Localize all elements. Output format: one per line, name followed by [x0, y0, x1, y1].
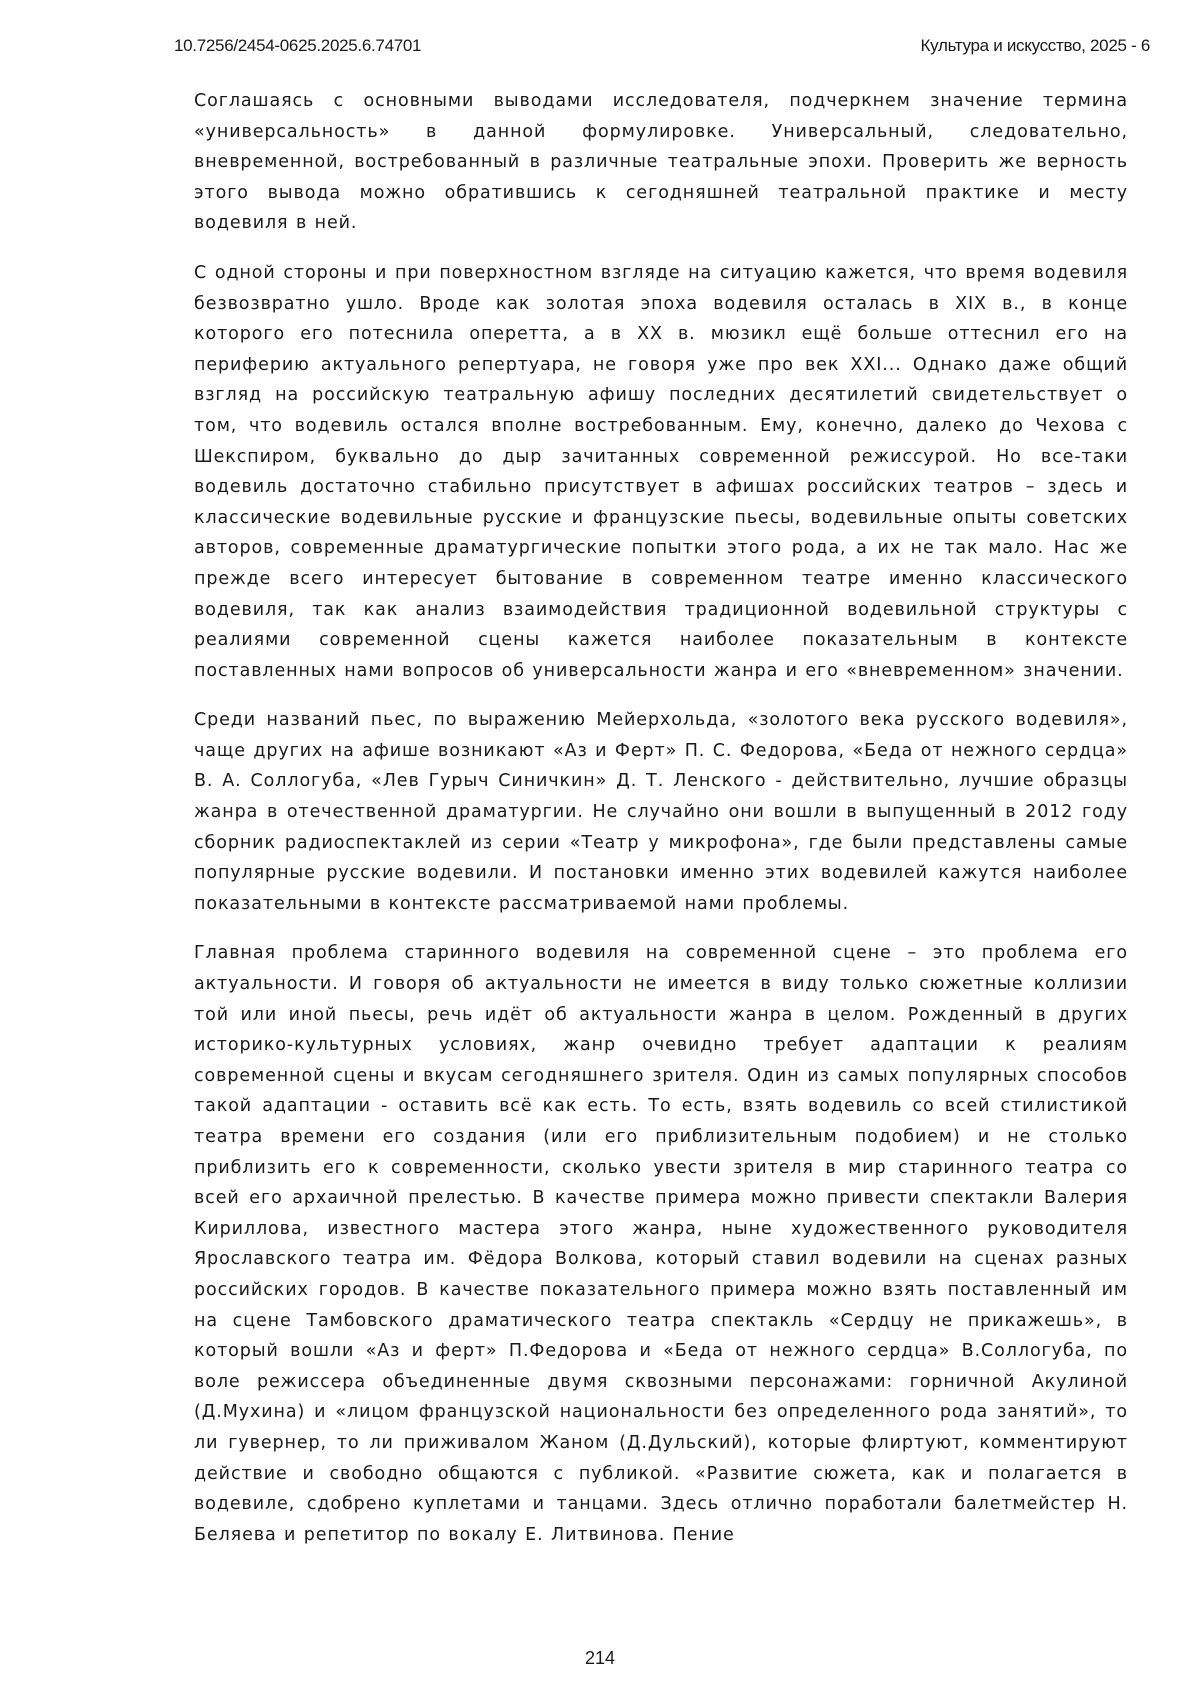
doi-text: 10.7256/2454-0625.2025.6.74701: [174, 36, 422, 55]
paragraph: Главная проблема старинного водевиля на современной сцене – это проблема его актуальности. И говоря об актуальности не имеется в виду только сюжетные коллизии той или иной пьесы, речь идёт об актуальности жанра в целом. Рожденный в других историко-культурных условиях, жанр очевидно требует адаптации к реалиям современной сцены и вкусам сегодняшнего зрителя. Один из самых популярных способов такой адаптации - оставить всё как есть. То есть, взять водевиль со всей стилистикой театра времени его создания (или его приблизительным подобием) и не столько приблизить его к современности, сколько увести зрителя в мир старинного театра со всей его архаичной прелестью. В качестве примера можно привести спектакли Валерия Кириллова, известного мастера этого жанра, ныне художественного руководителя Ярославского театра им. Фёдора Волкова, который ставил водевили на сценах разных российских городов. В качестве показательного примера можно взять поставленный им на сцене Тамбовского драматического театра спектакль «Сердцу не прикажешь», в который вошли «Аз и ферт» П.Федорова и «Беда от нежного сердца» В.Соллогуба, по воле режиссера объединенные двумя сквозными персонажами: горничной Акулиной (Д.Мухина) и «лицом французской национальности без определенного рода занятий», то ли гувернер, то ли приживалом Жаном (Д.Дульский), которые флиртуют, комментируют действие и свободно общаются с публикой. «Развитие сюжета, как и полагается в водевиле, сдобрено куплетами и танцами. Здесь отлично поработали балетмейстер Н. Беляева и репетитор по вокалу Е. Литвинова. Пение: [194, 943, 1128, 1545]
page-header: [174, 36, 1150, 62]
paragraph: С одной стороны и при поверхностном взгляде на ситуацию кажется, что время водевиля безвозвратно ушло. Вроде как золотая эпоха водевиля осталась в XIX в., в конце которого его потеснила оперетта, а в XX в. мюзикл ещё больше оттеснил его на периферию актуального репертуара, не говоря уже про век XXI... Однако даже общий взгляд на российскую театральную афишу последних десятилетий свидетельствует о том, что водевиль остался вполне востребованным. Ему, конечно, далеко до Чехова с Шекспиром, буквально до дыр зачитанных современной режиссурой. Но все-таки водевиль достаточно стабильно присутствует в афишах российских театров – здесь и классические водевильные русские и французские пьесы, водевильные опыты советских авторов, современные драматургические попытки этого рода, а их не так мало. Нас же прежде всего интересует бытование в современном театре именно классического водевиля, так как анализ взаимодействия традиционной водевильной структуры с реалиями современной сцены кажется наиболее показательным в контексте поставленных нами вопросов об универсальности жанра и его «вневременном» значении.: [194, 262, 1128, 681]
article-body: [194, 86, 1128, 1569]
journal-title: Культура и искусство, 2025 - 6: [920, 36, 1150, 55]
paragraph: Соглашаясь с основными выводами исследователя, подчеркнем значение термина «универсальность» в данной формулировке. Универсальный, следовательно, вневременной, востребованный в различные театральные эпохи. Проверить же верность этого вывода можно обратившись к сегодняшней театральной практике и месту водевиля в ней.: [194, 91, 1128, 234]
page-number: 214: [584, 1648, 616, 1668]
paragraph: Среди названий пьес, по выражению Мейерхольда, «золотого века русского водевиля», чаще других на афише возникают «Аз и Ферт» П. С. Федорова, «Беда от нежного сердца» В. А. Соллогуба, «Лев Гурыч Синичкин» Д. Т. Ленского - действительно, лучшие образцы жанра в отечественной драматургии. Не случайно они вошли в выпущенный в 2012 году сборник радиоспектаклей из серии «Театр у микрофона», где были представлены самые популярные русские водевили. И постановки именно этих водевилей кажутся наиболее показательными в контексте рассматриваемой нами проблемы.: [194, 710, 1128, 914]
